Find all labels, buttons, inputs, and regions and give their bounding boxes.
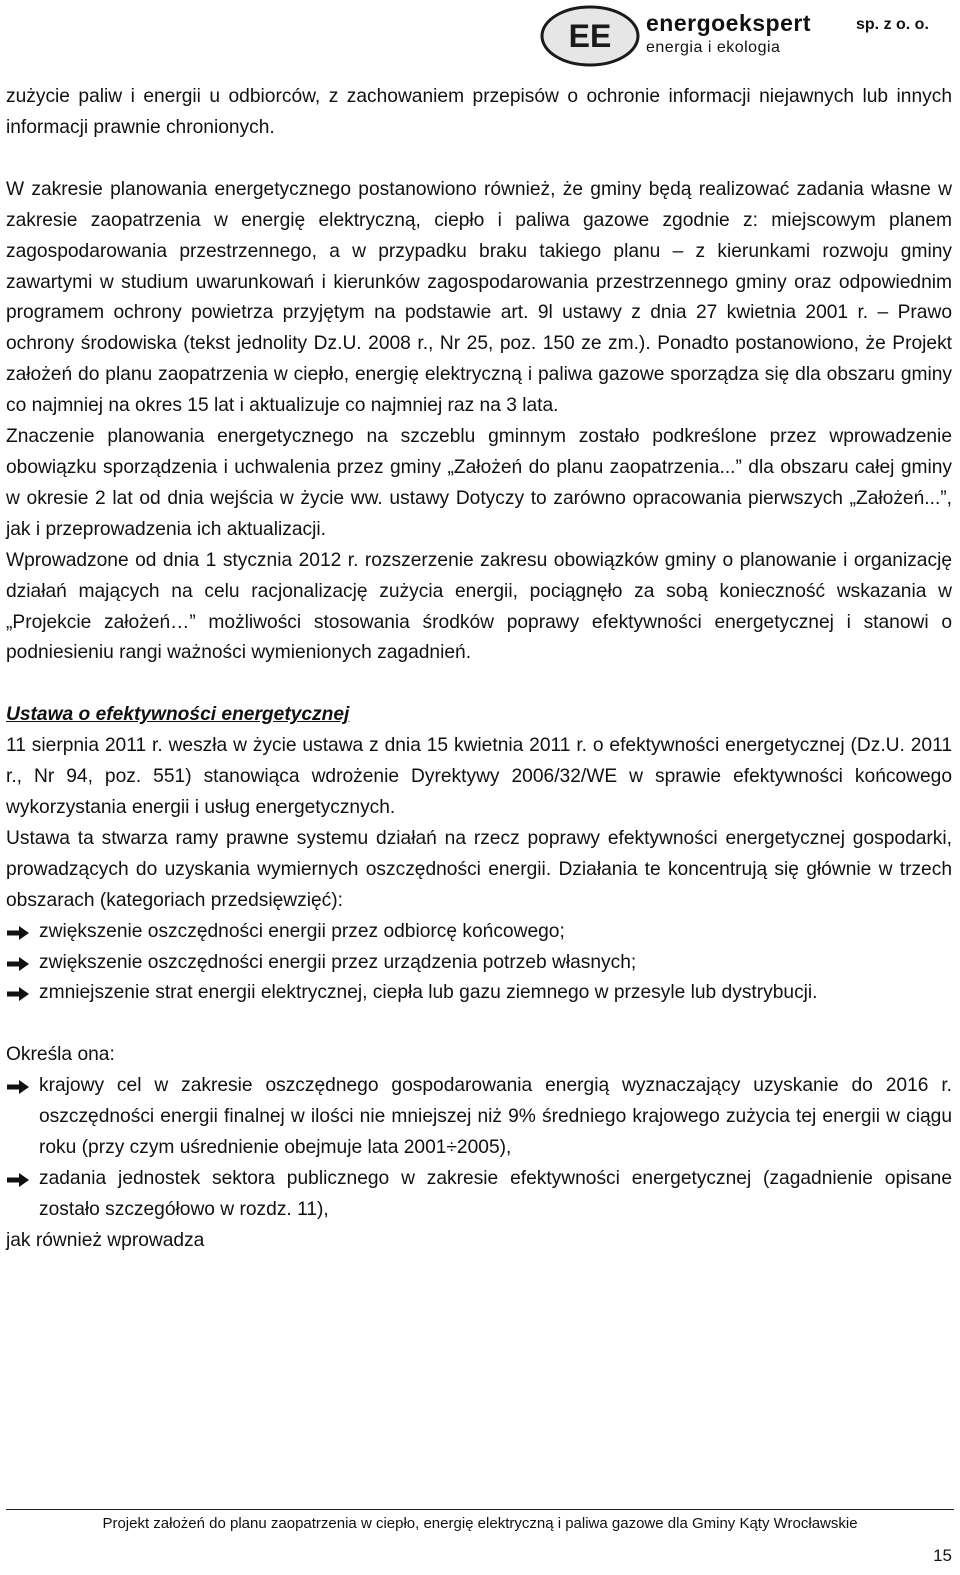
right-arrow-icon: [6, 956, 30, 972]
list-item-text: zadania jednostek sektora publicznego w zakresie efektywności energetycznej (zagadnienie opisane zostało szczegółowo w rozdz. 11),: [39, 1168, 952, 1220]
section-title: Ustawa o efektywności energetycznej: [6, 704, 350, 726]
right-arrow-icon: [6, 986, 30, 1002]
list-item-text: zwiększenie oszczędności energii przez odbiorcę końcowego;: [39, 920, 565, 942]
defines-intro: Określa ona:: [6, 1044, 115, 1066]
paragraph-3: Znaczenie planowania energetycznego na szczeblu gminnym zostało podkreślone przez wprowadzenie obowiązku sporządzenia i uchwalenia przez gminy „Założeń do planu zaopatrzenia...” dla obszaru całej gminy w okresie 2 lat od dnia wejścia w życie ww. ustawy Dotyczy to zarówno opracowania pierwszych „Założeń...”, jak i przeprowadzenia ich aktualizacji.: [6, 426, 952, 540]
brand-tagline: energia i ekologia: [646, 39, 781, 56]
page-header: [540, 4, 960, 70]
section-paragraph-1: 11 sierpnia 2011 r. weszła w życie ustawa z dnia 15 kwietnia 2011 r. o efektywności energetycznej (Dz.U. 2011 r., Nr 94, poz. 551) stanowiąca wdrożenie Dyrektywy 2006/32/WE w sprawie efektywności końcowego wykorzystania energii i usług energetycznych.: [6, 735, 952, 819]
logo-letters: EE: [568, 18, 612, 54]
list-item: [6, 917, 952, 948]
list-item-text: krajowy cel w zakresie oszczędnego gospodarowania energią wyznaczający uzyskanie do 2016 r. oszczędności energii finalnej w ilości nie mniejszej niż 9% średniego krajowego zużycia tej energii w ciągu roku (przy czym uśrednienie obejmuje lata 2001÷2005),: [39, 1075, 952, 1159]
spacer: [6, 144, 952, 175]
brand-suffix: sp. z o. o.: [856, 16, 929, 33]
brand-name: energoekspert: [646, 10, 812, 36]
right-arrow-icon: [6, 1079, 30, 1095]
right-arrow-icon: [6, 1172, 30, 1188]
paragraph-4: Wprowadzone od dnia 1 stycznia 2012 r. rozszerzenie zakresu obowiązków gminy o planowanie i organizację działań mających na celu racjonalizację zużycia energii, pociągnęło za sobą konieczność wskazania w „Projekcie założeń…” możliwości stosowania środków poprawy efektywności energetycznej i stanowi o podniesieniu rangi ważności wymienionych zagadnień.: [6, 549, 952, 664]
right-arrow-icon: [6, 925, 30, 941]
section-paragraph-2: Ustawa ta stwarza ramy prawne systemu działań na rzecz poprawy efektywności energetycznej gospodarki, prowadzących do uzyskania wymiernych oszczędności energii. Działania te koncentrują się głównie w trzech obszarach (kategoriach przedsięwzięć):: [6, 827, 952, 911]
page-number: 15: [933, 1546, 952, 1565]
footer-text: Projekt założeń do planu zaopatrzenia w ciepło, energię elektryczną i paliwa gazowe dla Gminy Kąty Wrocławskie: [102, 1515, 858, 1532]
list-item-text: zmniejszenie strat energii elektrycznej, ciepła lub gazu ziemnego w przesyle lub dystrybucji.: [39, 982, 818, 1004]
paragraph-2: W zakresie planowania energetycznego postanowiono również, że gminy będą realizować zadania własne w zakresie zaopatrzenia w energię elektryczną, ciepło i paliwa gazowe zgodnie z: miejscowym planem zagospodarowania przestrzennego, a w przypadku braku takiego planu – z kierunkami rozwoju gminy zawartymi w studium uwarunkowań i kierunków zagospodarowania przestrzennego gminy oraz odpowiednim programem ochrony powietrza przyjętym na podstawie art. 9l ustawy z dnia 27 kwietnia 2001 r. – Prawo ochrony środowiska (tekst jednolity Dz.U. 2008 r., Nr 25, poz. 150 ze zm.). Ponadto postanowiono, że Projekt założeń do planu zaopatrzenia w ciepło, energię elektryczną i paliwa gazowe sporządza się dla obszaru gminy co najmniej na okres 15 lat i aktualizuje co najmniej raz na 3 lata.: [6, 178, 952, 417]
spacer: [6, 669, 952, 700]
list-item: [6, 1164, 952, 1226]
document-body: [6, 82, 952, 1257]
list-item: [6, 978, 952, 1009]
closing-line: jak również wprowadza: [6, 1229, 205, 1251]
list-item-text: zwiększenie oszczędności energii przez urządzenia potrzeb własnych;: [39, 951, 637, 973]
list-item: [6, 948, 952, 979]
paragraph-1: zużycie paliw i energii u odbiorców, z zachowaniem przepisów o ochronie informacji niejawnych lub innych informacji prawnie chronionych.: [6, 86, 952, 138]
spacer: [6, 1009, 952, 1040]
list-item: [6, 1071, 952, 1164]
energoekspert-logo-icon: [540, 5, 640, 67]
footer-divider: [6, 1509, 954, 1510]
